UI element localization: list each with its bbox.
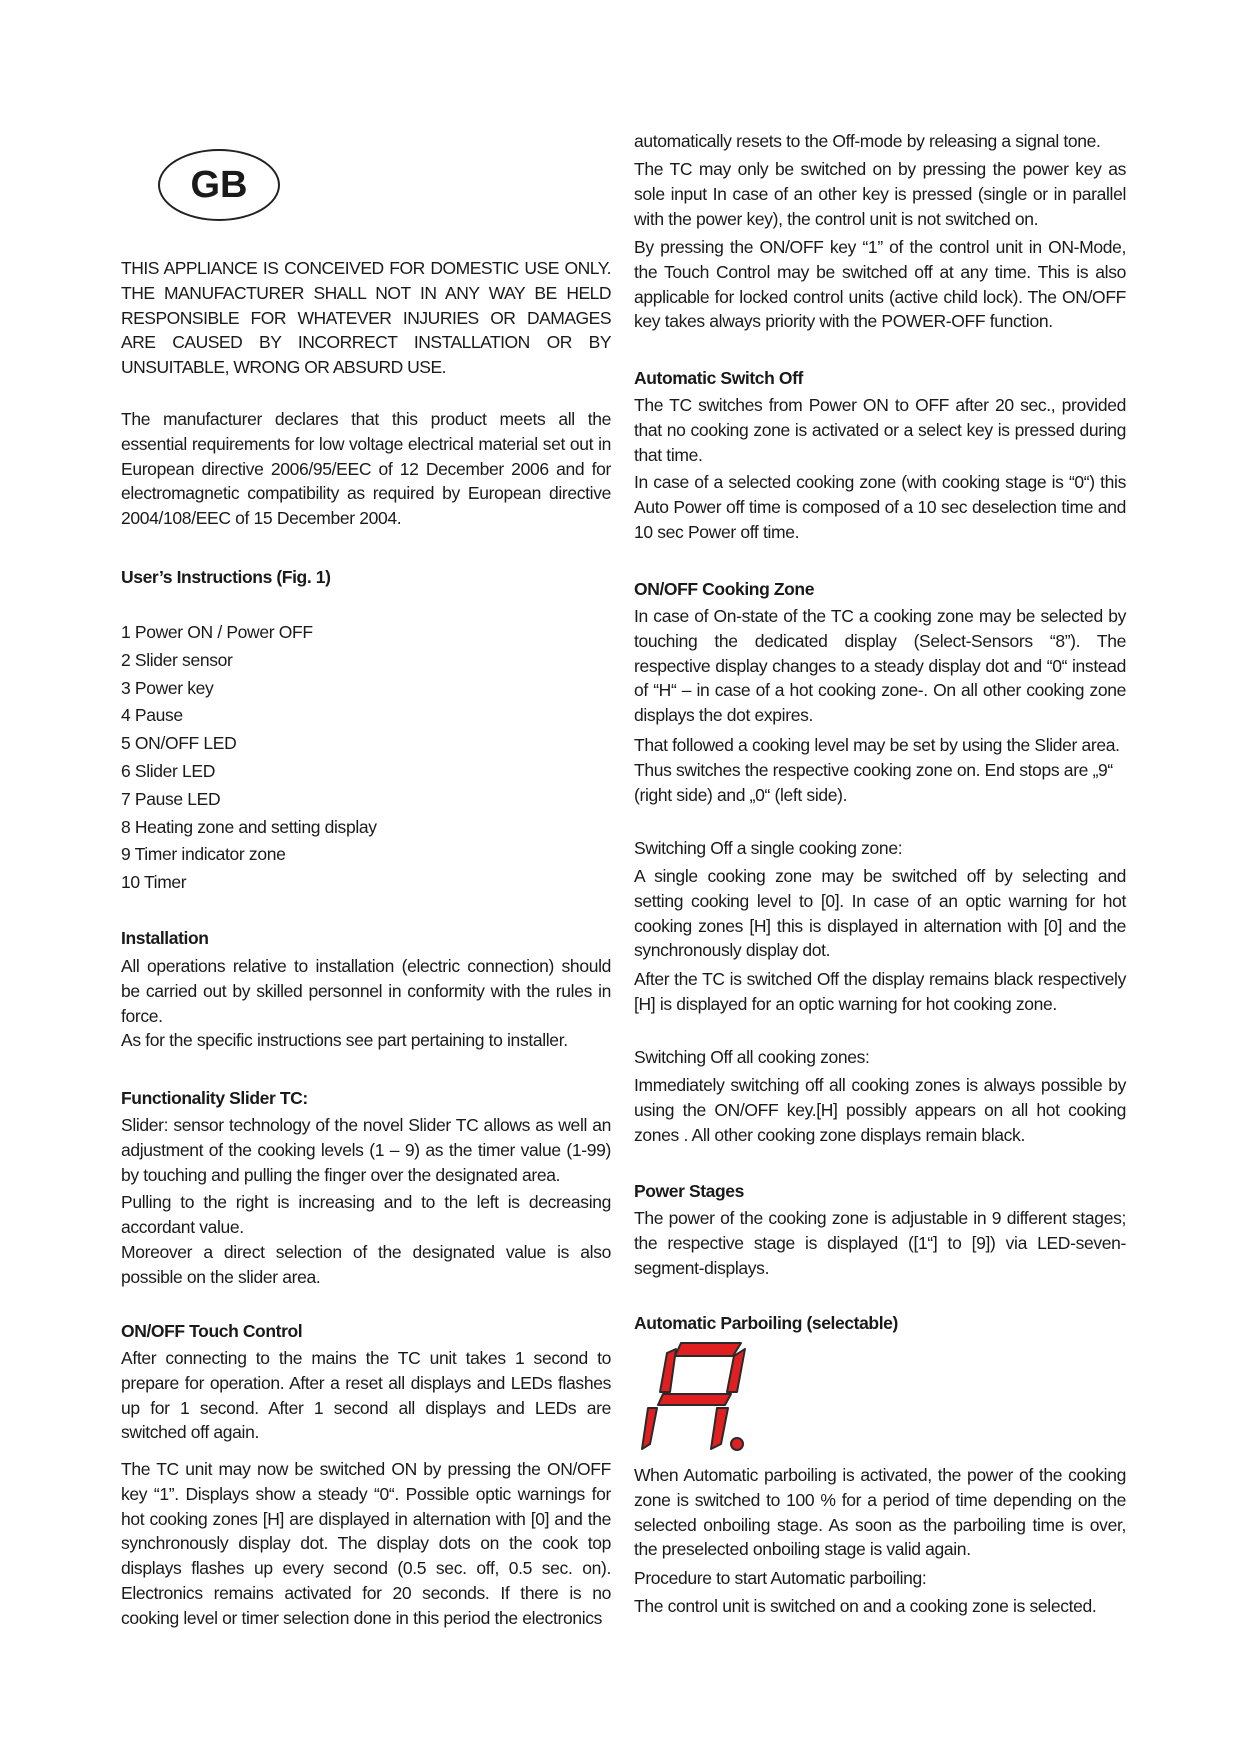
list-item: 6 Slider LED [121,760,216,781]
country-badge-gb: GB [158,149,280,221]
touch-control-text-2: The TC unit may now be switched ON by pressing the ON/OFF key “1”. Displays show a steady “0“. Possible optic warnings for hot cooking zones [H] are displayed in alternation with [0] and the synchronously display dot. The display dots on the cook top displays flashes up every second (0.5 sec. off, 0.5 sec. on). Electronics remains activated for 20 seconds. If there is no cooking level or timer selection done in this period the electronics [121,1459,611,1628]
list-item: 10 Timer [121,872,187,893]
parboiling-text-1: When Automatic parboiling is activated, the power of the cooking zone is switched to 100 % for a period of time depending on the selected onboiling stage. As soon as the parboiling time is over, the preselected onboiling stage is valid again. [634,1465,1126,1560]
list-item: 9 Timer indicator zone [121,844,286,865]
slider-text-3: Moreover a direct selection of the designated value is also possible on the slider area. [121,1242,611,1287]
list-item: 8 Heating zone and setting display [121,816,377,837]
continued-text-2: The TC may only be switched on by pressing the power key as sole input In case of an other key is pressed (single or in parallel with the power key), the control unit is not switched on. [634,159,1126,229]
cooking-zone-text-1: In case of On-state of the TC a cooking zone may be selected by touching the dedicated display (Select-Sensors “8”). The respective display changes to a steady display dot and “0“ instead of “H“ – in case of a hot cooking zone-. On all other cooking zone displays the dot expires. [634,606,1126,726]
cooking-zone-text-2: That followed a cooking level may be set by using the Slider area. Thus switches the respective cooking zone on. End stops are „9“ (right side) and „0“ (left side). [634,735,1120,805]
touch-control-heading: ON/OFF Touch Control [121,1321,303,1341]
slider-text-2: Pulling to the right is increasing and to the left is decreasing accordant value. [121,1192,611,1237]
continued-text-3: By pressing the ON/OFF key “1” of the control unit in ON-Mode, the Touch Control may be switched off at any time. This is also applicable for locked control units (active child lock). The ON/OFF key takes always priority with the POWER-OFF function. [634,237,1126,332]
switch-off-single-text-2: After the TC is switched Off the display remains black respectively [H] is displayed for an optic warning for hot cooking zone. [634,969,1126,1014]
parboiling-text-2: Procedure to start Automatic parboiling: [634,1568,927,1588]
list-item: 5 ON/OFF LED [121,733,237,754]
installation-text: All operations relative to installation (electric connection) should be carried out by skilled personnel in conformity with the rules in force. [121,956,611,1026]
auto-switch-off-text-1: The TC switches from Power ON to OFF after 20 sec., provided that no cooking zone is activated or a select key is pressed during that time. [634,395,1126,465]
continued-text-1: automatically resets to the Off-mode by releasing a signal tone. [634,131,1101,151]
power-stages-text: The power of the cooking zone is adjustable in 9 different stages; the respective stage is displayed ([1“] to [9]) via LED-seven-segment-displays. [634,1208,1126,1278]
slider-heading: Functionality Slider TC: [121,1088,308,1108]
cooking-zone-heading: ON/OFF Cooking Zone [634,579,815,599]
switch-off-single-label: Switching Off a single cooking zone: [634,838,903,858]
list-item: 3 Power key [121,677,214,698]
installation-text-2: As for the specific instructions see part pertaining to installer. [121,1030,568,1050]
parboiling-text-3: The control unit is switched on and a cooking zone is selected. [634,1596,1097,1616]
touch-control-text-1: After connecting to the mains the TC unit takes 1 second to prepare for operation. After a reset all displays and LEDs flashes up for 1 second. After 1 second all displays and LEDs are switched off again. [121,1348,611,1443]
parboiling-heading: Automatic Parboiling (selectable) [634,1313,898,1333]
declaration-text: The manufacturer declares that this product meets all the essential requirements for low voltage electrical material set out in European directive 2006/95/EEC of 12 December 2006 and for electromagnetic compatibility as required by European directive 2004/108/EEC of 15 December 2004. [121,409,611,529]
disclaimer-text: THIS APPLIANCE IS CONCEIVED FOR DOMESTIC USE ONLY. THE MANUFACTURER SHALL NOT IN ANY WAY BE HELD RESPONSIBLE FOR WHATEVER INJURIES OR DAMAGES ARE CAUSED BY INCORRECT INSTALLATION OR BY UNSUITABLE, WRONG OR ABSURD USE. [121,258,611,378]
users-instructions-heading: User’s Instructions (Fig. 1) [121,567,331,587]
auto-switch-off-text-2: In case of a selected cooking zone (with cooking stage is “0“) this Auto Power off time is composed of a 10 sec deselection time and 10 sec Power off time. [634,472,1126,542]
slider-text-1: Slider: sensor technology of the novel Slider TC allows as well an adjustment of the cooking levels (1 – 9) as the timer value (1-99) by touching and pulling the finger over the designated area. [121,1115,611,1185]
auto-switch-off-heading: Automatic Switch Off [634,368,803,388]
switch-off-all-text: Immediately switching off all cooking zones is always possible by using the ON/OFF key.[H] possibly appears on all hot cooking zones . All other cooking zone displays remain black. [634,1075,1126,1145]
list-item: 2 Slider sensor [121,649,233,670]
list-item: 7 Pause LED [121,788,221,809]
switch-off-single-text-1: A single cooking zone may be switched off by selecting and setting cooking level to [0]. In case of an optic warning for hot cooking zones [H] this is displayed in alternation with [0] and the synchronously display dot. [634,866,1126,961]
power-stages-heading: Power Stages [634,1181,744,1201]
switch-off-all-label: Switching Off all cooking zones: [634,1047,870,1067]
seven-segment-a-icon [641,1339,751,1454]
list-item: 1 Power ON / Power OFF [121,622,313,642]
installation-heading: Installation [121,928,209,948]
users-instructions-list [121,620,611,898]
list-item: 4 Pause [121,705,183,726]
